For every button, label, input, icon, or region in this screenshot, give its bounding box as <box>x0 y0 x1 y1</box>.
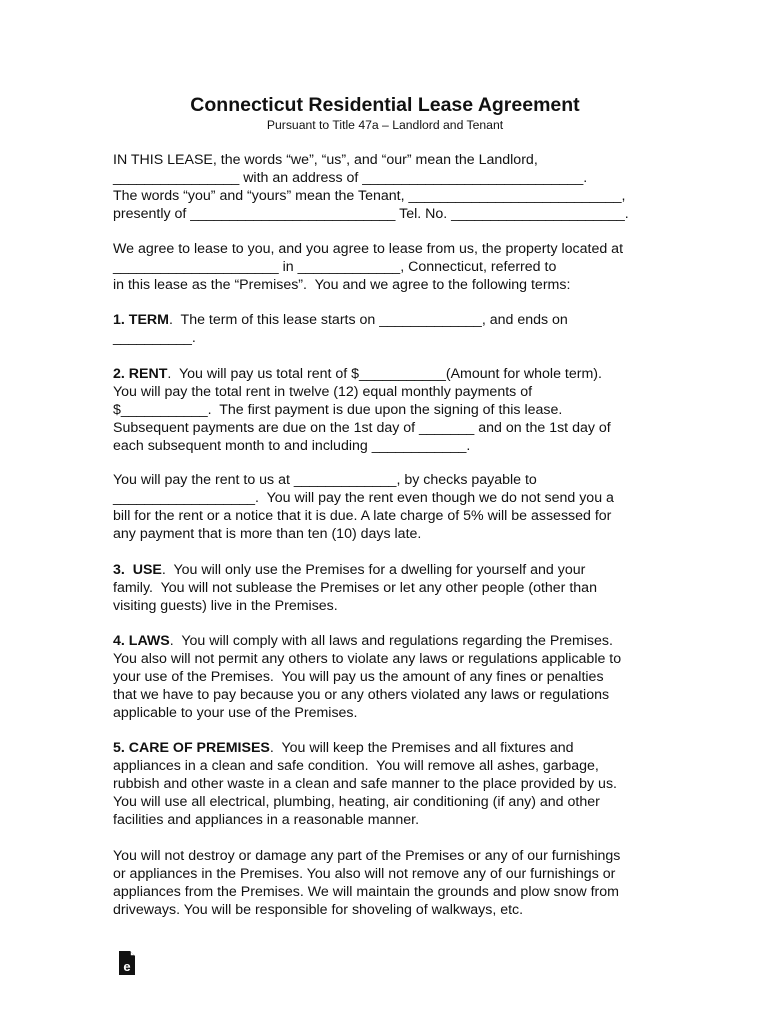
laws-heading: 4. LAWS <box>113 633 170 649</box>
text-line <box>113 632 673 650</box>
text-line: You will pay the total rent in twelve (12) equal monthly payments of <box>113 384 533 400</box>
text-line: facilities and appliances in a reasonable manner. <box>113 812 420 828</box>
text-line: appliances in a clean and safe condition. You will remove all ashes, garbage, <box>113 758 599 774</box>
text-line: or appliances in the Premises. You also will not remove any of our furnishings or <box>113 866 616 882</box>
use-text: . You will only use the Premises for a dwelling for yourself and your <box>161 562 586 578</box>
text-line: bill for the rent or a notice that it is due. A late charge of 5% will be assessed for <box>113 508 612 524</box>
text-line: _____________________ in _____________, Connecticut, referred to <box>113 259 557 275</box>
text-line: family. You will not sublease the Premises or let any other people (other than <box>113 580 597 596</box>
text-line: any payment that is more than ten (10) days late. <box>113 526 422 542</box>
text-line: You will pay the rent to us at _____________, by checks payable to <box>113 472 537 488</box>
text-line: driveways. You will be responsible for shoveling of walkways, etc. <box>113 902 524 918</box>
text-line: rubbish and other waste in a clean and safe manner to the place provided by us. <box>113 776 617 792</box>
text-line: The words “you” and “yours” mean the Tenant, ___________________________, <box>113 188 626 204</box>
rent-text: . You will pay us total rent of $___________(Amount for whole term). <box>167 366 602 382</box>
damage-paragraph <box>113 847 673 919</box>
svg-text:e: e <box>123 959 131 974</box>
document-title: Connecticut Residential Lease Agreement <box>190 94 580 116</box>
premises-paragraph <box>113 240 673 294</box>
term-section <box>113 311 673 347</box>
text-line: visiting guests) live in the Premises. <box>113 598 338 614</box>
text-line: We agree to lease to you, and you agree to lease from us, the property located at <box>113 241 624 257</box>
text-line <box>113 311 673 329</box>
use-heading: 3. USE <box>113 562 162 578</box>
eforms-logo-icon <box>118 950 136 976</box>
text-line <box>113 365 673 383</box>
text-line: in this lease as the “Premises”. You and we agree to the following terms: <box>113 277 571 293</box>
text-line <box>113 561 673 579</box>
laws-section <box>113 632 673 722</box>
text-line: applicable to your use of the Premises. <box>113 705 358 721</box>
laws-text: . You will comply with all laws and regulations regarding the Premises. <box>169 633 613 649</box>
payment-paragraph <box>113 471 673 543</box>
rent-section <box>113 365 673 455</box>
text-line: your use of the Premises. You will pay us the amount of any fines or penalties <box>113 669 604 685</box>
text-line: presently of __________________________ Tel. No. ______________________. <box>113 206 629 222</box>
text-line: Subsequent payments are due on the 1st day of _______ and on the 1st day of <box>113 420 611 436</box>
document-subtitle: Pursuant to Title 47a – Landlord and Tenant <box>266 118 504 132</box>
term-heading: 1. TERM <box>113 312 169 328</box>
text-line <box>113 739 673 757</box>
text-line: IN THIS LEASE, the words “we”, “us”, and “our” mean the Landlord, <box>113 152 538 168</box>
text-line: $___________. The first payment is due upon the signing of this lease. <box>113 402 563 418</box>
text-line: __________. <box>113 330 196 346</box>
rent-heading: 2. RENT <box>113 366 168 382</box>
text-line: You will use all electrical, plumbing, heating, air conditioning (if any) and other <box>113 794 600 810</box>
text-line: You will not destroy or damage any part of the Premises or any of our furnishings <box>113 848 621 864</box>
term-text: . The term of this lease starts on _____________, and ends on <box>168 312 568 328</box>
care-heading: 5. CARE OF PREMISES <box>113 740 270 756</box>
use-section <box>113 561 673 615</box>
text-line: You also will not permit any others to violate any laws or regulations applicable to <box>113 651 622 667</box>
text-line: appliances from the Premises. We will maintain the grounds and plow snow from <box>113 884 619 900</box>
text-line: that we have to pay because you or any others violated any laws or regulations <box>113 687 610 703</box>
text-line: each subsequent month to and including ____________. <box>113 438 471 454</box>
text-line: ________________ with an address of ____________________________. <box>113 170 588 186</box>
care-section <box>113 739 673 829</box>
text-line: __________________. You will pay the rent even though we do not send you a <box>113 490 614 506</box>
intro-paragraph <box>113 151 673 223</box>
care-text: . You will keep the Premises and all fixtures and <box>269 740 574 756</box>
